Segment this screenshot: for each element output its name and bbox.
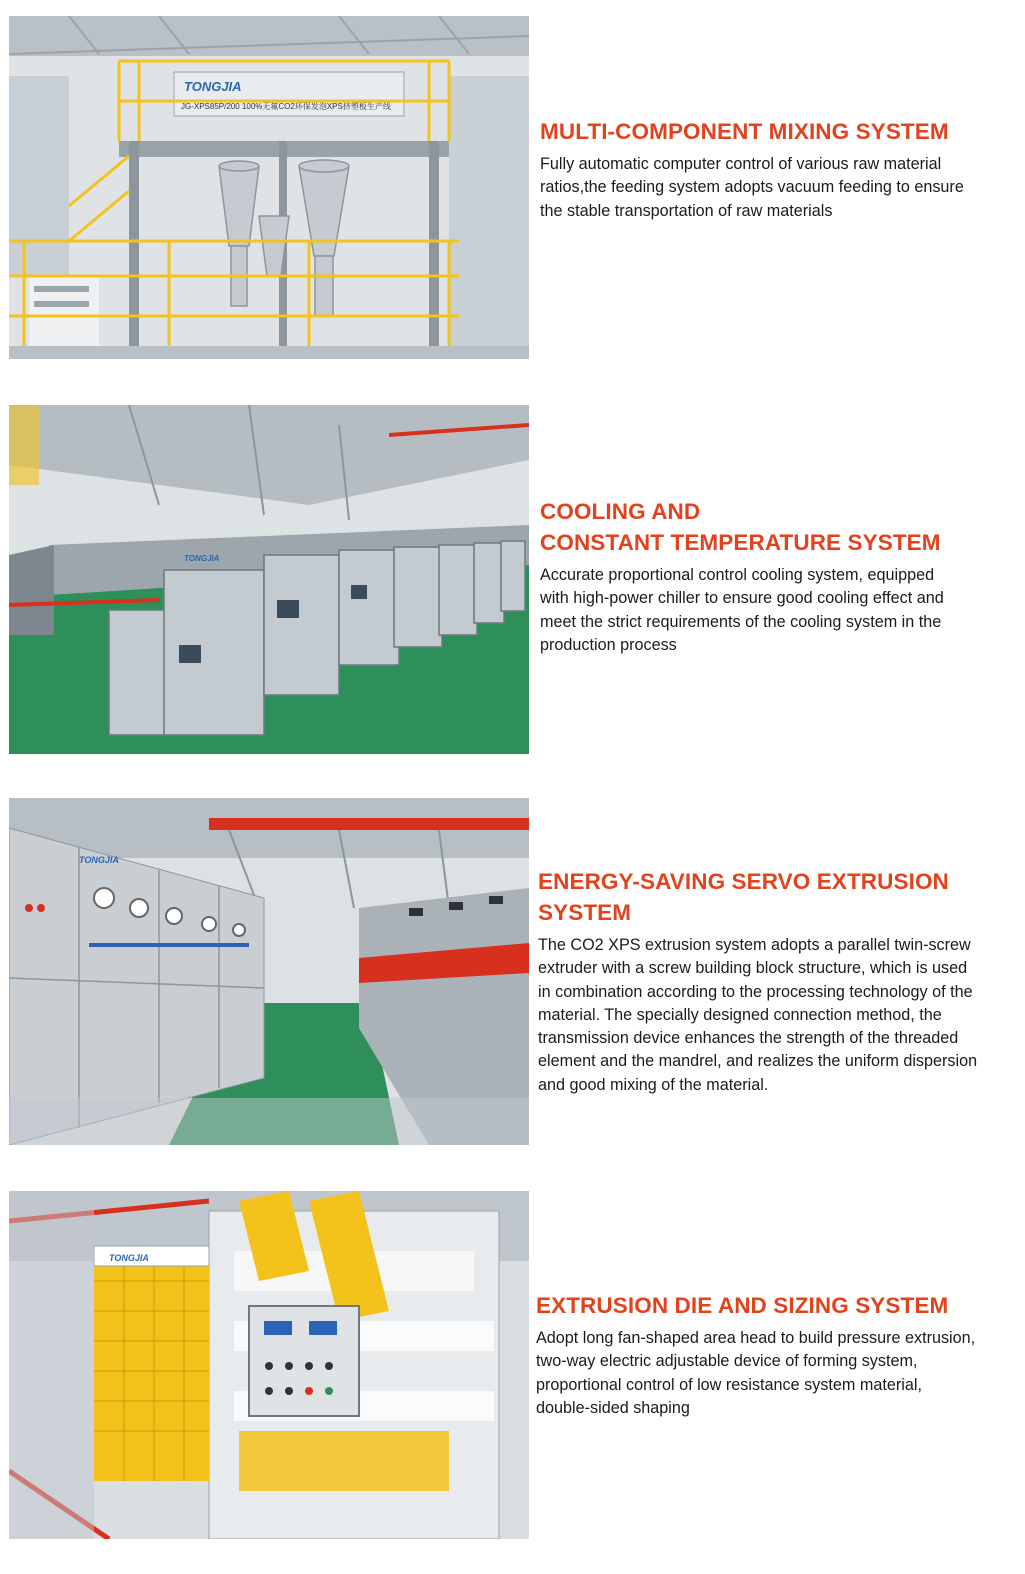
- heading-line: COOLING AND: [540, 499, 701, 524]
- description-line: extruder with a screw building block structure, which is used: [538, 959, 968, 978]
- description-line: proportional control of low resistance system material,: [536, 1375, 922, 1394]
- heading-line: CONSTANT TEMPERATURE SYSTEM: [540, 530, 941, 555]
- cooling-system-text: [540, 496, 1020, 657]
- description-line: double-sided shaping: [536, 1398, 690, 1417]
- description-line: and good mixing of the material.: [538, 1075, 769, 1094]
- extrusion-system-illustration: [9, 798, 529, 1145]
- description-line: two-way electric adjustable device of forming system,: [536, 1352, 918, 1371]
- cooling-system-photo: [9, 405, 529, 754]
- description-line: with high-power chiller to ensure good cooling effect and: [540, 589, 944, 608]
- description-line: element and the mandrel, and realizes the uniform dispersion: [538, 1052, 978, 1071]
- section-die-sizing-system: [0, 1180, 1025, 1574]
- extrusion-photo-brand: TONGJIA: [79, 855, 119, 865]
- mixing-system-illustration: [9, 16, 529, 359]
- mixing-system-description: [540, 153, 1020, 223]
- description-line: Adopt long fan-shaped area head to build pressure extrusion,: [536, 1329, 976, 1347]
- die-photo-brand: TONGJIA: [109, 1253, 149, 1263]
- description-line: Accurate proportional control cooling system, equipped: [540, 566, 935, 584]
- mixing-photo-caption: JG-XPS85P/200 100%无氟CO2环保发泡XPS挤塑板生产线: [181, 102, 391, 111]
- heading-line: MULTI-COMPONENT MIXING SYSTEM: [540, 119, 949, 144]
- description-line: the stable transportation of raw materials: [540, 201, 833, 220]
- die-sizing-system-text: [536, 1290, 1016, 1420]
- mixing-system-photo: [9, 16, 529, 359]
- mixing-system-heading: [540, 116, 1020, 147]
- heading-line: SYSTEM: [538, 900, 632, 925]
- extrusion-system-text: [538, 866, 1018, 1097]
- description-line: The CO2 XPS extrusion system adopts a parallel twin-screw: [538, 936, 971, 954]
- description-line: material. The specially designed connection method, the: [538, 1005, 942, 1024]
- cooling-photo-brand: TONGJIA: [184, 554, 220, 563]
- description-line: in combination according to the processing technology of the: [538, 982, 973, 1001]
- die-sizing-system-photo: [9, 1191, 529, 1539]
- cooling-system-illustration: [9, 405, 529, 754]
- cooling-system-description: [540, 564, 1020, 657]
- section-extrusion-system: [0, 780, 1025, 1160]
- description-line: meet the strict requirements of the cooling system in the: [540, 612, 942, 631]
- heading-line: EXTRUSION DIE AND SIZING SYSTEM: [536, 1293, 949, 1318]
- die-sizing-system-description: [536, 1327, 1016, 1420]
- section-mixing-system: [0, 0, 1025, 380]
- description-line: transmission device enhances the strength of the threaded: [538, 1029, 959, 1048]
- heading-line: ENERGY-SAVING SERVO EXTRUSION: [538, 869, 949, 894]
- mixing-system-text: [540, 116, 1020, 223]
- description-line: Fully automatic computer control of various raw material: [540, 155, 942, 173]
- extrusion-system-heading: [538, 866, 1018, 928]
- section-cooling-system: [0, 390, 1025, 770]
- description-line: ratios,the feeding system adopts vacuum feeding to ensure: [540, 178, 964, 197]
- description-line: production process: [540, 635, 677, 654]
- extrusion-system-description: [538, 934, 1018, 1097]
- cooling-system-heading: [540, 496, 1020, 558]
- extrusion-system-photo: [9, 798, 529, 1145]
- mixing-photo-brand: TONGJIA: [184, 79, 242, 94]
- die-sizing-system-illustration: [9, 1191, 529, 1539]
- die-sizing-system-heading: [536, 1290, 1016, 1321]
